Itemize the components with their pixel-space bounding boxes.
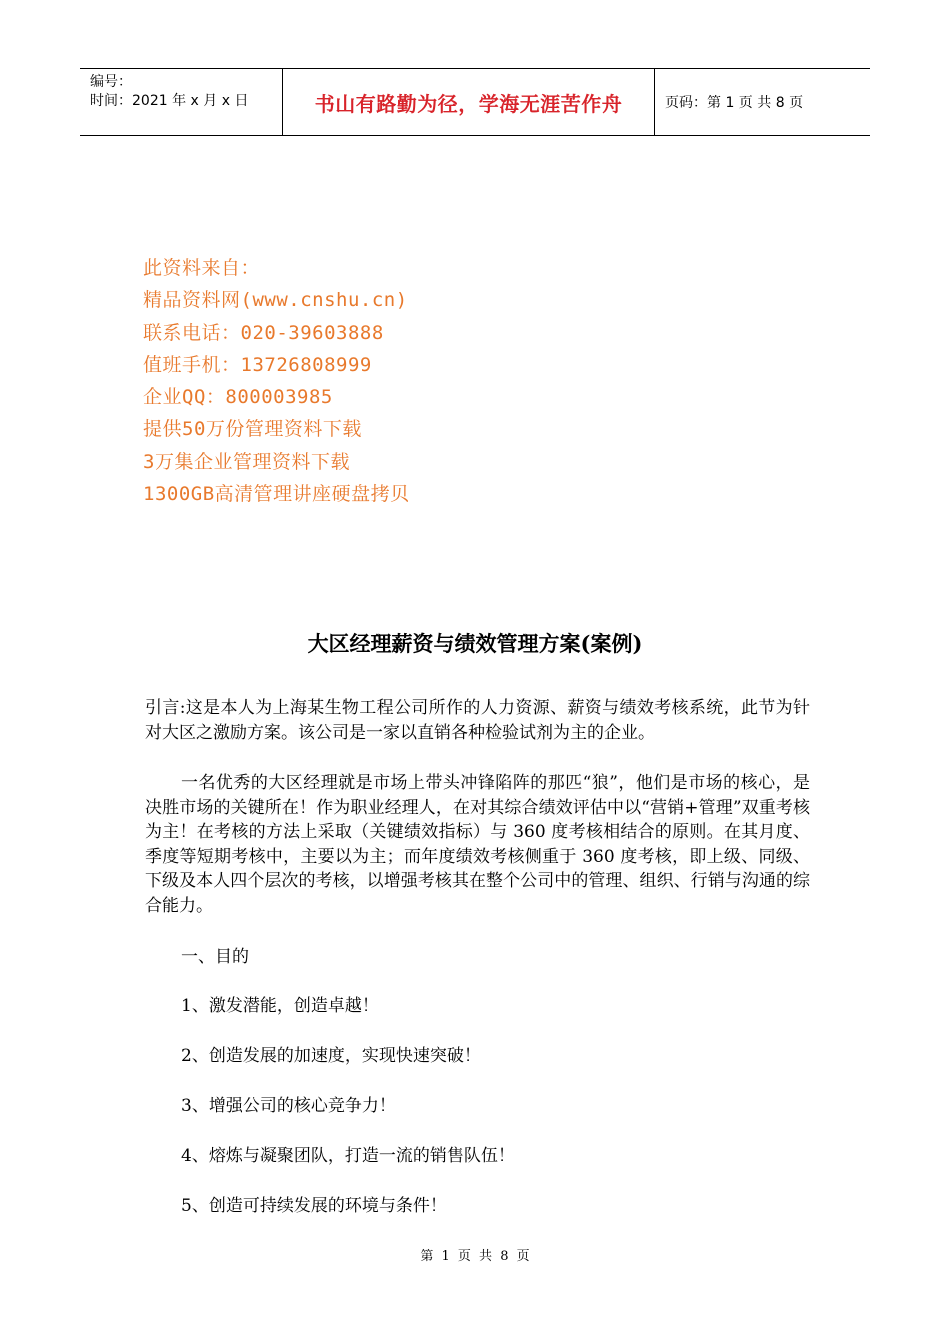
list-item: 1、激发潜能，创造卓越！ [181,996,379,1016]
source-info-block [143,252,410,510]
header-number-label: 编号： [90,74,132,90]
header-time-label: 时间：2021 年 x 月 x 日 [90,93,249,109]
source-line: 企业QQ：800003985 [143,386,333,409]
source-line: 联系电话：020-39603888 [143,321,384,344]
source-line: 精品资料网(www.cnshu.cn) [143,289,408,312]
source-line: 1300GB高清管理讲座硬盘拷贝 [143,483,410,506]
page-footer: 第 1 页 共 8 页 [420,1249,530,1264]
source-line: 3万集企业管理资料下载 [143,450,350,473]
body-paragraph: 一名优秀的大区经理就是市场上带头冲锋陷阵的那匹“狼”，他们是市场的核心，是决胜市场的关键所在！作为职业经理人，在对其综合绩效评估中以“营销+管理”双重考核为主！在考核的方法上采取（关键绩效指标）与 360 度考核相结合的原则。在其月度、季度等短期考核中，主要以为主；而年度绩效考核侧重于 360 度考核，即上级、同级、下级及本人四个层次的考核，以增强考核其在整个公司中的管理、组织、行销与沟通的综合能力。 [145,773,810,916]
intro-paragraph: 引言:这是本人为上海某生物工程公司所作的人力资源、薪资与绩效考核系统，此节为针对大区之激励方案。该公司是一家以直销各种检验试剂为主的企业。 [145,698,810,743]
source-line: 值班手机：13726808999 [143,353,372,376]
header-motto: 书山有路勤为径，学海无涯苦作舟 [283,69,655,135]
page-header [80,68,870,136]
list-item: 5、创造可持续发展的环境与条件！ [181,1196,447,1216]
list-item: 3、增强公司的核心竞争力！ [181,1096,396,1116]
source-line: 此资料来自： [143,257,261,279]
section-heading: 一、目的 [181,947,249,967]
document-title: 大区经理薪资与绩效管理方案(案例) [307,631,643,656]
header-meta [80,69,283,135]
list-item: 4、熔炼与凝聚团队，打造一流的销售队伍！ [181,1146,515,1166]
header-page-info: 页码：第 1 页 共 8 页 [665,95,804,111]
source-line: 提供50万份管理资料下载 [143,418,362,441]
list-item: 2、创造发展的加速度，实现快速突破！ [181,1046,481,1066]
